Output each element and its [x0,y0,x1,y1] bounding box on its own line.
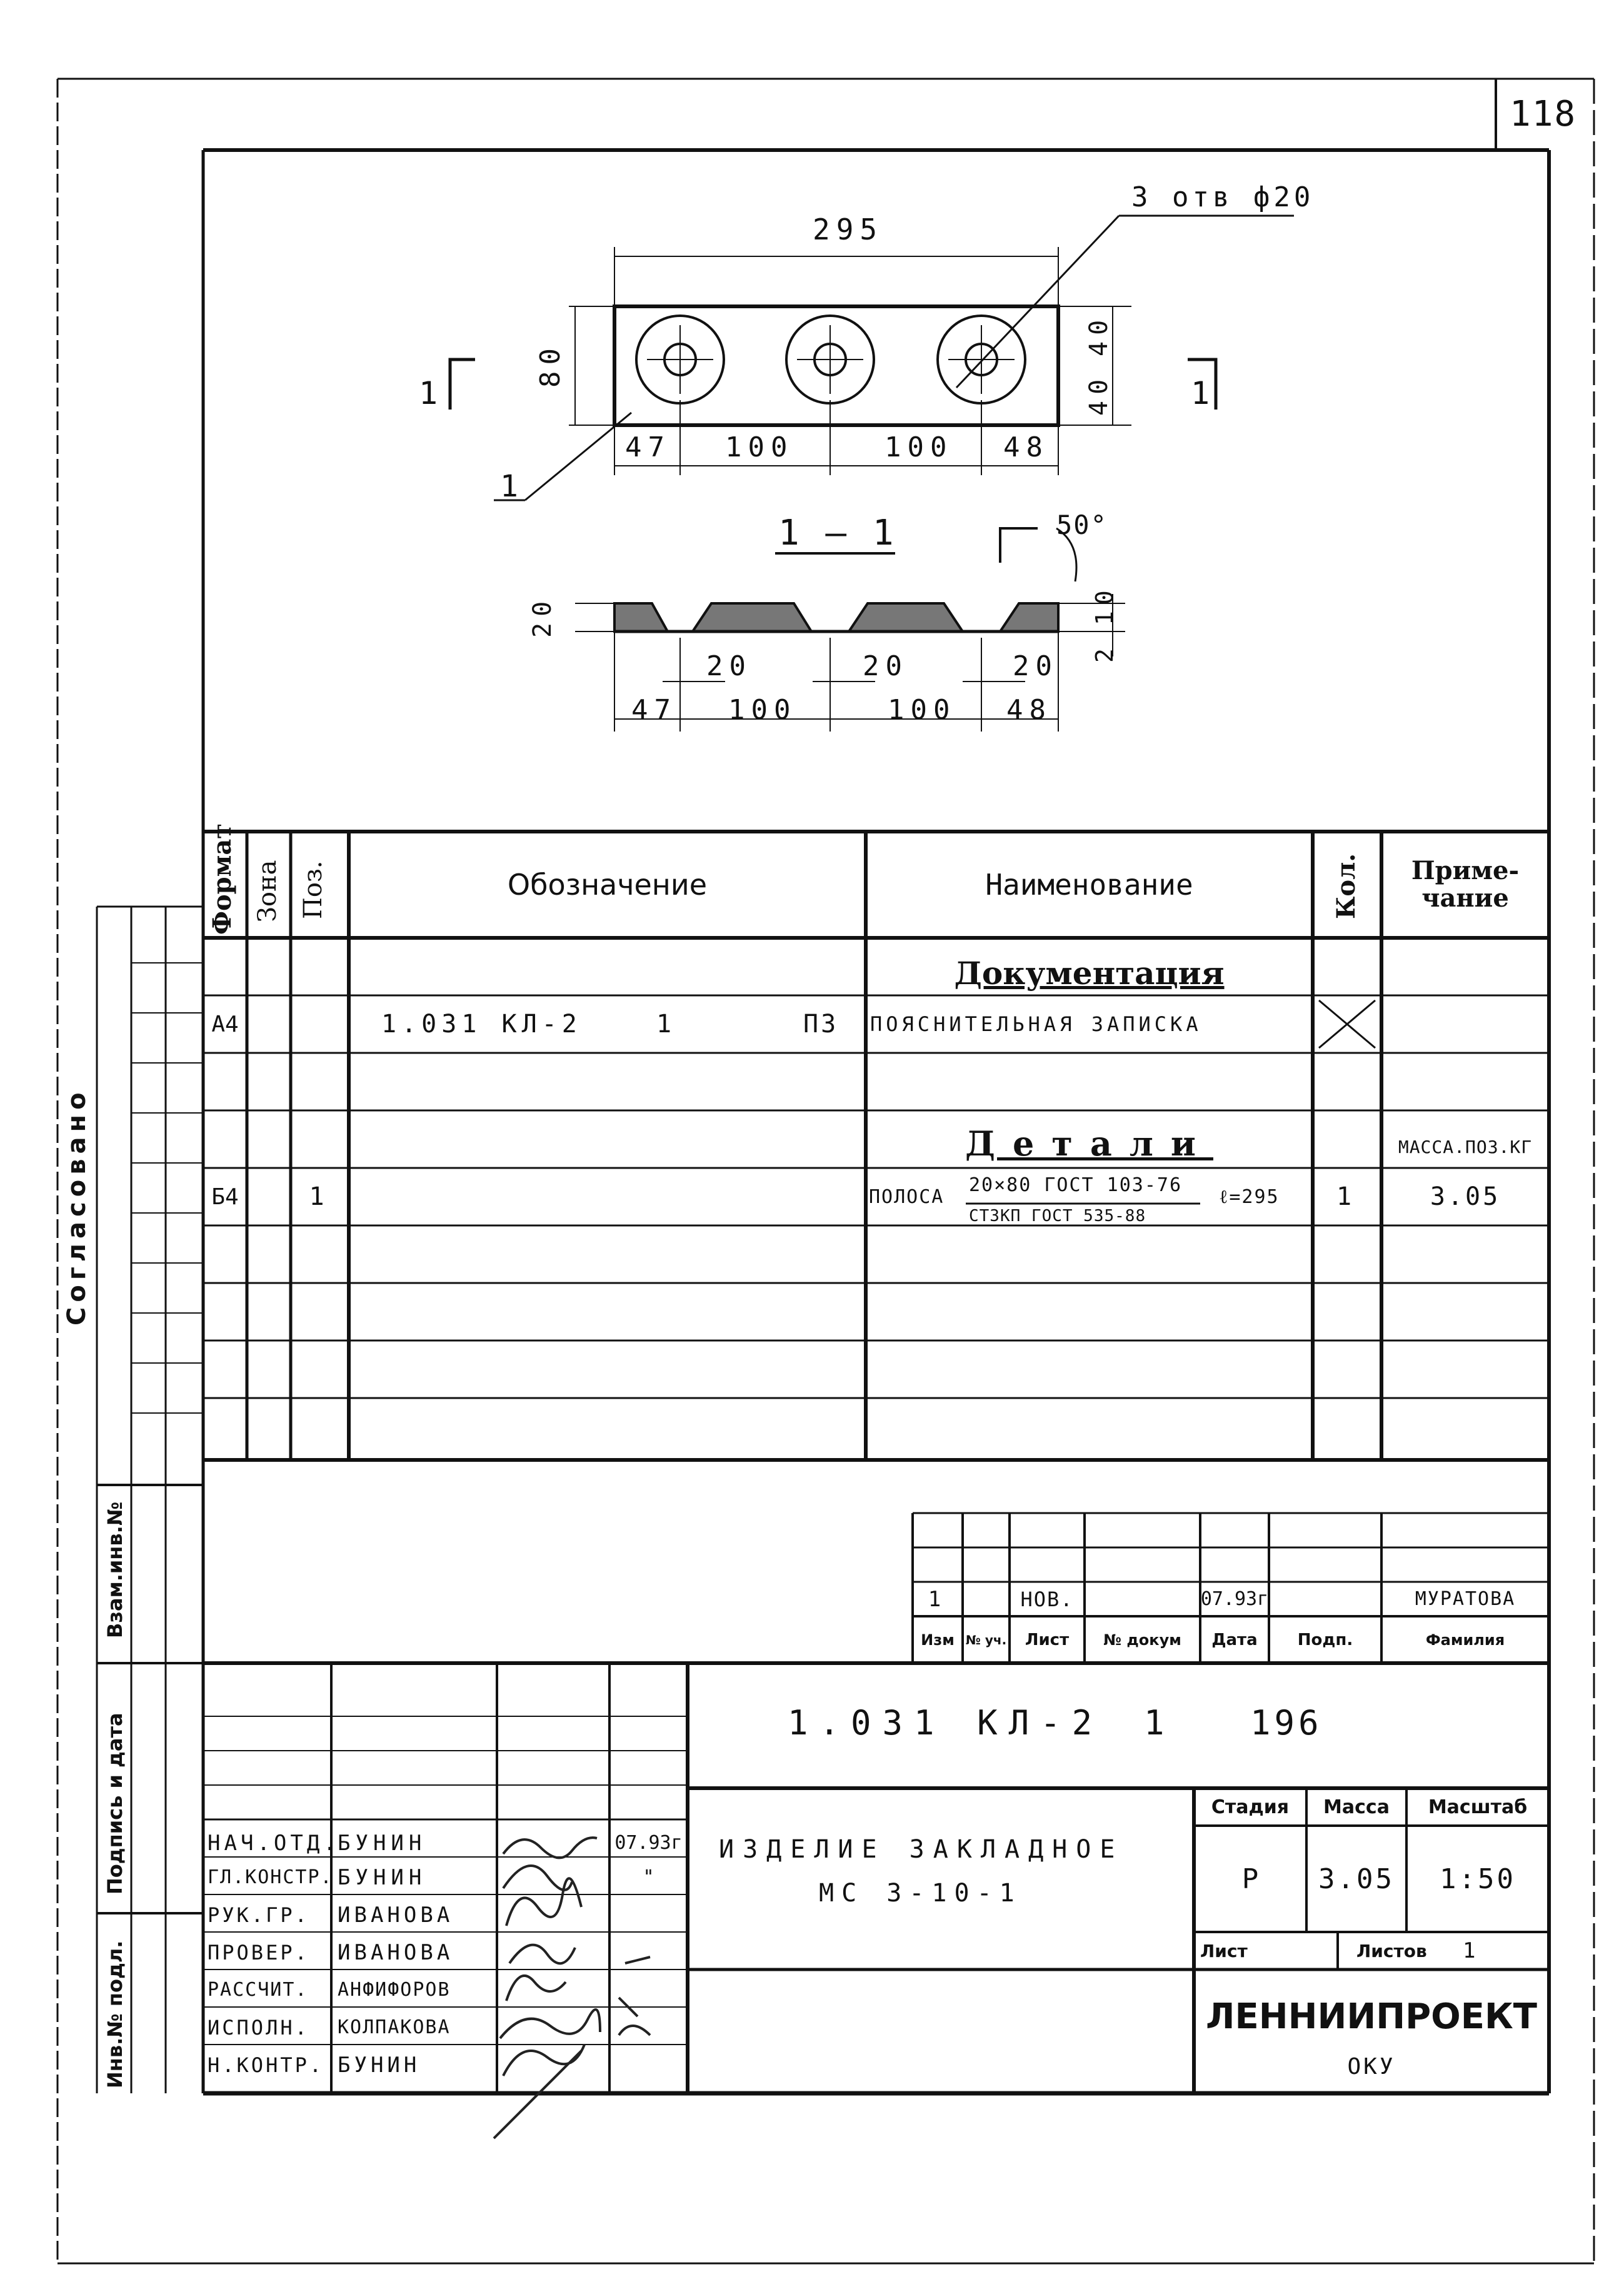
part-format: Б4 [211,1184,239,1210]
doc-designation-code: ПЗ [803,1010,839,1039]
signer-name-2: БУНИН [338,1864,427,1890]
doc-designation-part: 1 [656,1010,678,1039]
plan-dim-1: 47 [625,431,671,463]
stamp-replace-inv: Взам.инв.№ [103,1501,127,1638]
width-dim: 80 [534,342,566,388]
part-name-prefix: ПОЛОСА [869,1185,945,1208]
change-hdr-uch: № уч. [965,1632,1007,1648]
org-name: ЛЕННИИПРОЕКТ [1206,1996,1537,2037]
section-title: 1 — 1 [778,513,896,553]
signer-role-5: РАССЧИТ. [208,1979,308,2001]
title-code-sheet: 196 [1250,1703,1323,1743]
part-name-length: ℓ=295 [1219,1185,1280,1208]
header-pos: Поз. [299,860,328,919]
signer-name-5: АНФИФОРОВ [338,1979,451,2001]
part-pos: 1 [309,1182,331,1211]
mass-label: Масса [1323,1796,1390,1818]
section-parts: Детали [965,1124,1213,1164]
thickness-left: 20 [528,595,557,638]
mass-value: 3.05 [1318,1863,1395,1895]
doc-format: А4 [211,1011,239,1037]
change-hdr-izm: Изм [921,1631,955,1649]
header-note: Приме-чание [1411,856,1520,913]
stamp-signature-date: Подпись и дата [103,1713,127,1894]
signer-role-1: НАЧ.ОТД. [208,1830,340,1856]
change-izm: 1 [928,1586,948,1612]
title-code: 1.031 КЛ-2 [788,1703,1104,1743]
angle-label: 50° [1056,510,1108,540]
section-dim-1: 47 [631,694,677,726]
doc-name: ПОЯСНИТЕЛЬНАЯ ЗАПИСКА [870,1012,1202,1036]
scale-label: Масштаб [1428,1796,1528,1818]
part-name-bottom: СТ3КП ГОСТ 535-88 [969,1207,1146,1225]
section-cut-left: 1 [419,375,444,411]
sheet-label: Лист [1200,1940,1248,1961]
sheet-number: 118 [1510,94,1577,134]
section-dim-3: 100 [888,694,956,726]
signer-role-7: Н.КОНТР. [208,2053,324,2077]
holes-note: 3 отв ф20 [1131,181,1315,213]
signer-name-3: ИВАНОВА [338,1902,454,1928]
half-dim-top: 40 [1085,313,1113,356]
header-zone: Зона [253,860,282,922]
signer-role-4: ПРОВЕР. [208,1940,309,1965]
title-name-line1: ИЗДЕЛИЕ ЗАКЛАДНОЕ [719,1835,1124,1864]
change-hdr-surname: Фамилия [1425,1631,1505,1649]
scale-value: 1:50 [1440,1863,1516,1895]
section-inner-dim-1: 20 [706,650,752,682]
signature-date-mark: " [643,1866,654,1888]
half-dim-bottom: 40 [1085,373,1113,416]
header-designation: Обозначение [507,868,708,902]
part-note: 3.05 [1430,1182,1501,1211]
change-hdr-list: Лист [1025,1630,1070,1649]
thickness-right-top: 10 [1091,584,1118,625]
section-documentation: Документация [954,954,1225,992]
change-hdr-sign: Подп. [1297,1630,1353,1649]
plan-dim-2: 100 [725,431,794,463]
signer-name-4: ИВАНОВА [338,1939,454,1965]
change-list: НОВ. [1020,1587,1074,1611]
section-dim-2: 100 [728,694,797,726]
plan-dim-4: 48 [1003,431,1049,463]
stamp-agreed: Согласовано [63,1087,91,1326]
change-date: 07.93г [1200,1588,1269,1610]
doc-designation: 1.031 КЛ-2 [381,1010,582,1039]
signer-name-1: БУНИН [338,1830,427,1856]
change-hdr-date: Дата [1211,1630,1258,1649]
signature-date-main: 07.93г [614,1832,683,1854]
sheets-value: 1 [1463,1938,1482,1963]
org-dept: ОКУ [1347,2053,1396,2080]
section-dim-4: 48 [1006,694,1052,726]
header-format: Формат [208,823,237,935]
sheets-label: Листов [1356,1940,1427,1961]
parts-note-header: МАССА.ПОЗ.КГ [1398,1136,1533,1157]
thickness-right-bottom: 2 [1091,642,1118,663]
stamp-inv-orig: Инв.№ подл. [103,1940,127,2088]
signer-role-6: ИСПОЛН. [208,2015,309,2040]
change-hdr-doc: № докум [1103,1631,1181,1649]
plan-dim-3: 100 [885,431,953,463]
signer-name-6: КОЛПАКОВА [338,2016,451,2038]
stage-value: Р [1241,1863,1259,1895]
change-surname: МУРАТОВА [1415,1588,1516,1610]
header-qty: Кол. [1331,853,1361,919]
section-inner-dim-2: 20 [863,650,908,682]
leader-pos: 1 [500,469,524,504]
signer-role-2: ГЛ.КОНСТР. [208,1866,333,1888]
header-name: Наименование [985,868,1193,902]
overall-length-dim: 295 [813,213,884,246]
title-code-part: 1 [1144,1703,1171,1743]
section-inner-dim-3: 20 [1013,650,1058,682]
title-name-line2: МС 3-10-1 [819,1879,1022,1908]
signer-name-7: БУНИН [338,2052,421,2078]
part-name-top: 20×80 ГОСТ 103-76 [969,1174,1183,1196]
section-cut-right: 1 [1191,375,1216,411]
signer-role-3: РУК.ГР. [208,1903,309,1927]
part-qty: 1 [1336,1182,1358,1211]
stage-label: Стадия [1211,1796,1290,1818]
